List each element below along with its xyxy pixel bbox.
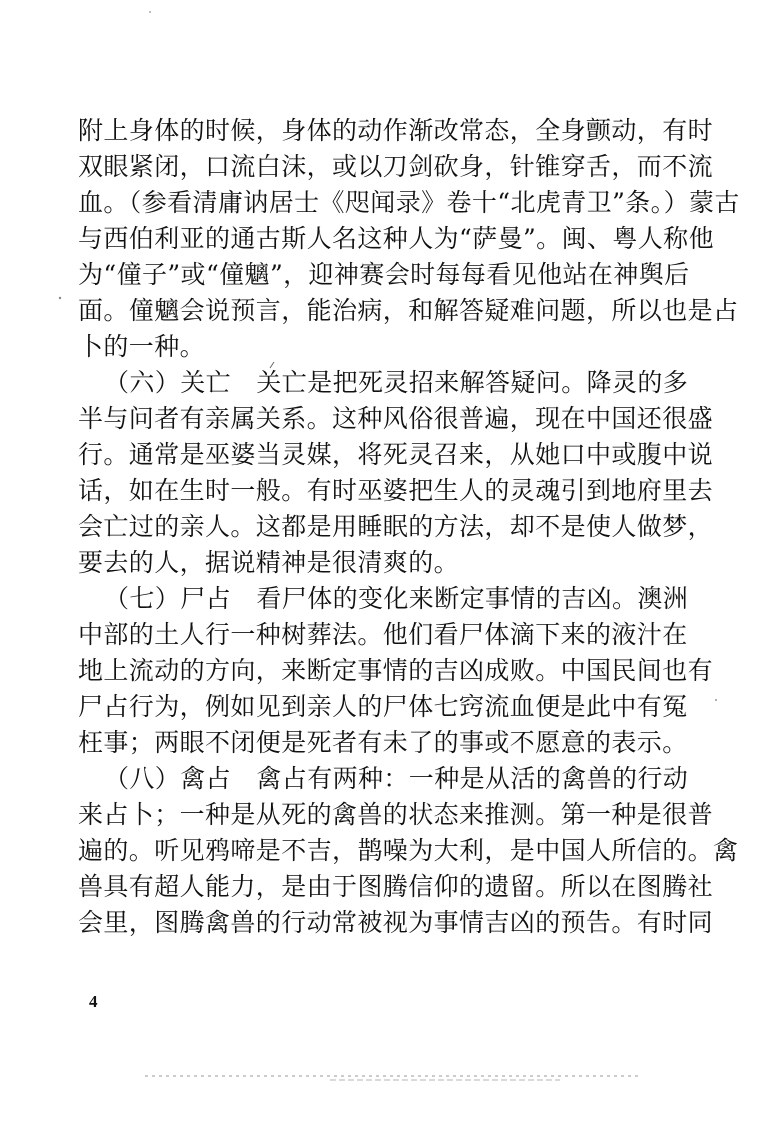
text-line-8: （六）关亡 关亡是把死灵招来解答疑问。降灵的多	[104, 368, 689, 397]
text-line-6: 面。僮魑会说预言，能治病，和解答疑难问题，所以也是占	[78, 296, 739, 325]
text-line-18: 枉事；两眼不闭便是死者有未了的事或不愿意的表示。	[78, 728, 688, 757]
text-line-20: 来占卜；一种是从死的禽兽的状态来推测。第一种是很普	[78, 800, 714, 829]
text-line-7: 卜的一种。	[78, 332, 206, 361]
text-line-21: 遍的。听见鸦啼是不吉，鹊噪为大利，是中国人所信的。禽	[78, 836, 739, 865]
text-line-19: （八）禽占 禽占有两种：一种是从活的禽兽的行动	[104, 764, 689, 793]
text-line-15: 中部的土人行一种树葬法。他们看尸体滴下来的液汁在	[78, 620, 688, 649]
text-line-9: 半与问者有亲属关系。这种风俗很普遍，现在中国还很盛	[78, 404, 714, 433]
page-number: 4	[89, 992, 98, 1011]
text-line-5: 为“僮子”或“僮魑”，迎神赛会时每每看见他站在神舆后	[78, 260, 690, 289]
text-line-3: 血。（参看清庸讷居士《咫闻录》卷十“北虎青卫”条。）蒙古	[78, 188, 740, 217]
text-line-2: 双眼紧闭，口流白沫，或以刀剑砍身，针锥穿舌，而不流	[78, 152, 714, 181]
text-line-1: 附上身体的时候，身体的动作渐改常态，全身颤动，有时	[78, 116, 714, 145]
text-line-22: 兽具有超人能力，是由于图腾信仰的遗留。所以在图腾社	[78, 872, 714, 901]
text-line-17: 尸占行为，例如见到亲人的尸体七窍流血便是此中有冤	[78, 692, 688, 721]
text-line-23: 会里，图腾禽兽的行动常被视为事情吉凶的预告。有时同	[78, 908, 714, 937]
text-line-11: 话，如在生时一般。有时巫婆把生人的灵魂引到地府里去	[78, 476, 714, 505]
text-line-12: 会亡过的亲人。这都是用睡眠的方法，却不是使人做梦，	[78, 512, 714, 541]
text-line-16: 地上流动的方向，来断定事情的吉凶成败。中国民间也有	[78, 656, 714, 685]
text-line-14: （七）尸占 看尸体的变化来断定事情的吉凶。澳洲	[104, 584, 689, 613]
text-line-10: 行。通常是巫婆当灵媒，将死灵召来，从她口中或腹中说	[78, 440, 714, 469]
text-line-13: 要去的人，据说精神是很清爽的。	[78, 548, 460, 577]
text-line-4: 与西伯利亚的通古斯人名这种人为“萨曼”。闽、粤人称他	[78, 224, 714, 253]
